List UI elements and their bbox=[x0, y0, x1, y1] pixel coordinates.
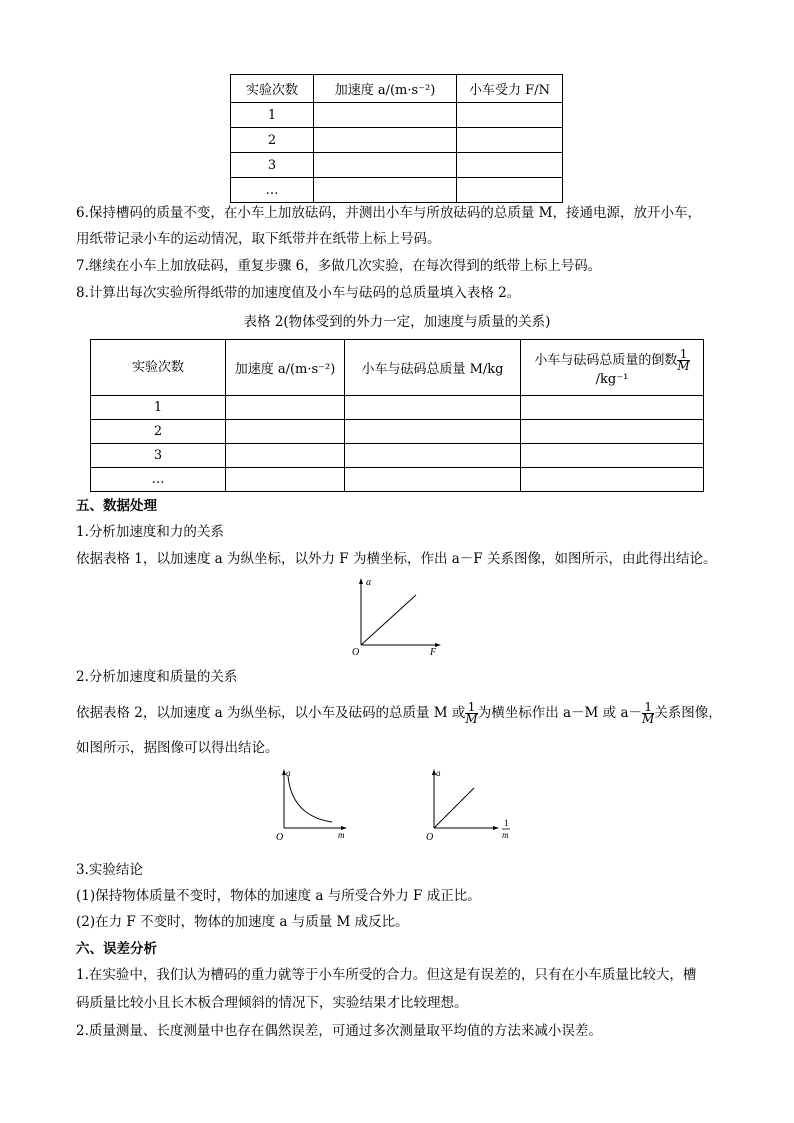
g2-x-label: m bbox=[338, 830, 345, 840]
section-5-p2-cont: 如图所示，据图像可以得出结论。 bbox=[76, 740, 279, 756]
step-6-line1: 6.保持槽码的质量不变，在小车上加放砝码，并测出小车与所放砝码的总质量 M，接通电源，放开小车， bbox=[76, 205, 701, 221]
error-2: 2.质量测量、长度测量中也存在偶然误差，可通过多次测量取平均值的方法来减小误差。 bbox=[76, 1023, 602, 1039]
section-5-p2: 依据表格 2，以加速度 a 为纵坐标，以小车及砝码的总质量 M 或 $\frac{1}{M}$ 为横坐标作出 a－M 或 a－ $\frac{1}{M}$ 关系图像， bbox=[76, 700, 722, 726]
g3-y-label: a bbox=[436, 768, 441, 778]
g1-origin: O bbox=[352, 647, 360, 657]
g1-y-label: a bbox=[366, 577, 371, 588]
section-5-p1: 依据表格 1，以加速度 a 为纵坐标，以外力 F 为横坐标，作出 a－F 关系图像，如图所示，由此得出结论。 bbox=[76, 551, 717, 567]
conclusion-2: (2)在力 F 不变时，物体的加速度 a 与质量 M 成反比。 bbox=[76, 914, 409, 930]
graph-a-f bbox=[346, 575, 446, 657]
section-5-sub1: 1.分析加速度和力的关系 bbox=[76, 524, 224, 540]
table2-header-mass: 小车与砝码总质量 M/kg bbox=[345, 340, 521, 396]
g1-x-label: F bbox=[430, 647, 437, 657]
section-5-sub2: 2.分析加速度和质量的关系 bbox=[76, 669, 238, 685]
table1-row-2: 2 bbox=[231, 128, 314, 153]
table2-caption: 表格 2(物体受到的外力一定，加速度与质量的关系) bbox=[243, 314, 551, 330]
table2-header-accel: 加速度 a/(m·s⁻²) bbox=[226, 340, 345, 396]
g2-y-label: a bbox=[286, 768, 291, 778]
table-1 bbox=[230, 74, 563, 203]
table2-row-4: … bbox=[91, 468, 226, 492]
error-1-line1: 1.在实验中，我们认为槽码的重力就等于小车所受的合力。但这是有误差的，只有在小车质量比较大，槽 bbox=[76, 967, 697, 983]
table2-header-inverse: 小车与砝码总质量的倒数 $\frac{1}{M}$ /kg⁻¹ bbox=[521, 340, 704, 396]
table2-row-2: 2 bbox=[91, 420, 226, 444]
step-6-line2: 用纸带记录小车的运动情况，取下纸带并在纸带上标上号码。 bbox=[76, 231, 441, 247]
graph-a-m bbox=[272, 766, 352, 846]
table1-row-1: 1 bbox=[231, 103, 314, 128]
table1-row-4: … bbox=[231, 178, 314, 203]
table1-header-force: 小车受力 F/N bbox=[457, 75, 563, 103]
g3-origin: O bbox=[426, 832, 434, 843]
graph-a-inverse-m bbox=[422, 766, 522, 846]
table1-row-3: 3 bbox=[231, 153, 314, 178]
table2-row-3: 3 bbox=[91, 444, 226, 468]
table-2 bbox=[90, 339, 704, 492]
step-7: 7.继续在小车上加放砝码，重复步骤 6，多做几次实验，在每次得到的纸带上标上号码。 bbox=[76, 258, 602, 274]
error-1-line2: 码质量比较小且长木板合理倾斜的情况下，实验结果才比较理想。 bbox=[76, 995, 468, 1011]
table1-header-trial: 实验次数 bbox=[231, 75, 314, 103]
g2-origin: O bbox=[276, 832, 284, 843]
table2-header-trial: 实验次数 bbox=[91, 340, 226, 396]
section-5-sub3: 3.实验结论 bbox=[76, 862, 143, 878]
table1-header-accel: 加速度 a/(m·s⁻²) bbox=[314, 75, 457, 103]
section-5-title: 五、数据处理 bbox=[76, 498, 157, 514]
g3-x-num: 1 bbox=[504, 818, 509, 828]
table2-row-1: 1 bbox=[91, 396, 226, 420]
step-8: 8.计算出每次实验所得纸带的加速度值及小车与砝码的总质量填入表格 2。 bbox=[76, 285, 521, 301]
g3-x-den: m bbox=[502, 830, 509, 840]
section-6-title: 六、误差分析 bbox=[76, 941, 157, 957]
conclusion-1: (1)保持物体质量不变时，物体的加速度 a 与所受合外力 F 成正比。 bbox=[76, 888, 481, 904]
